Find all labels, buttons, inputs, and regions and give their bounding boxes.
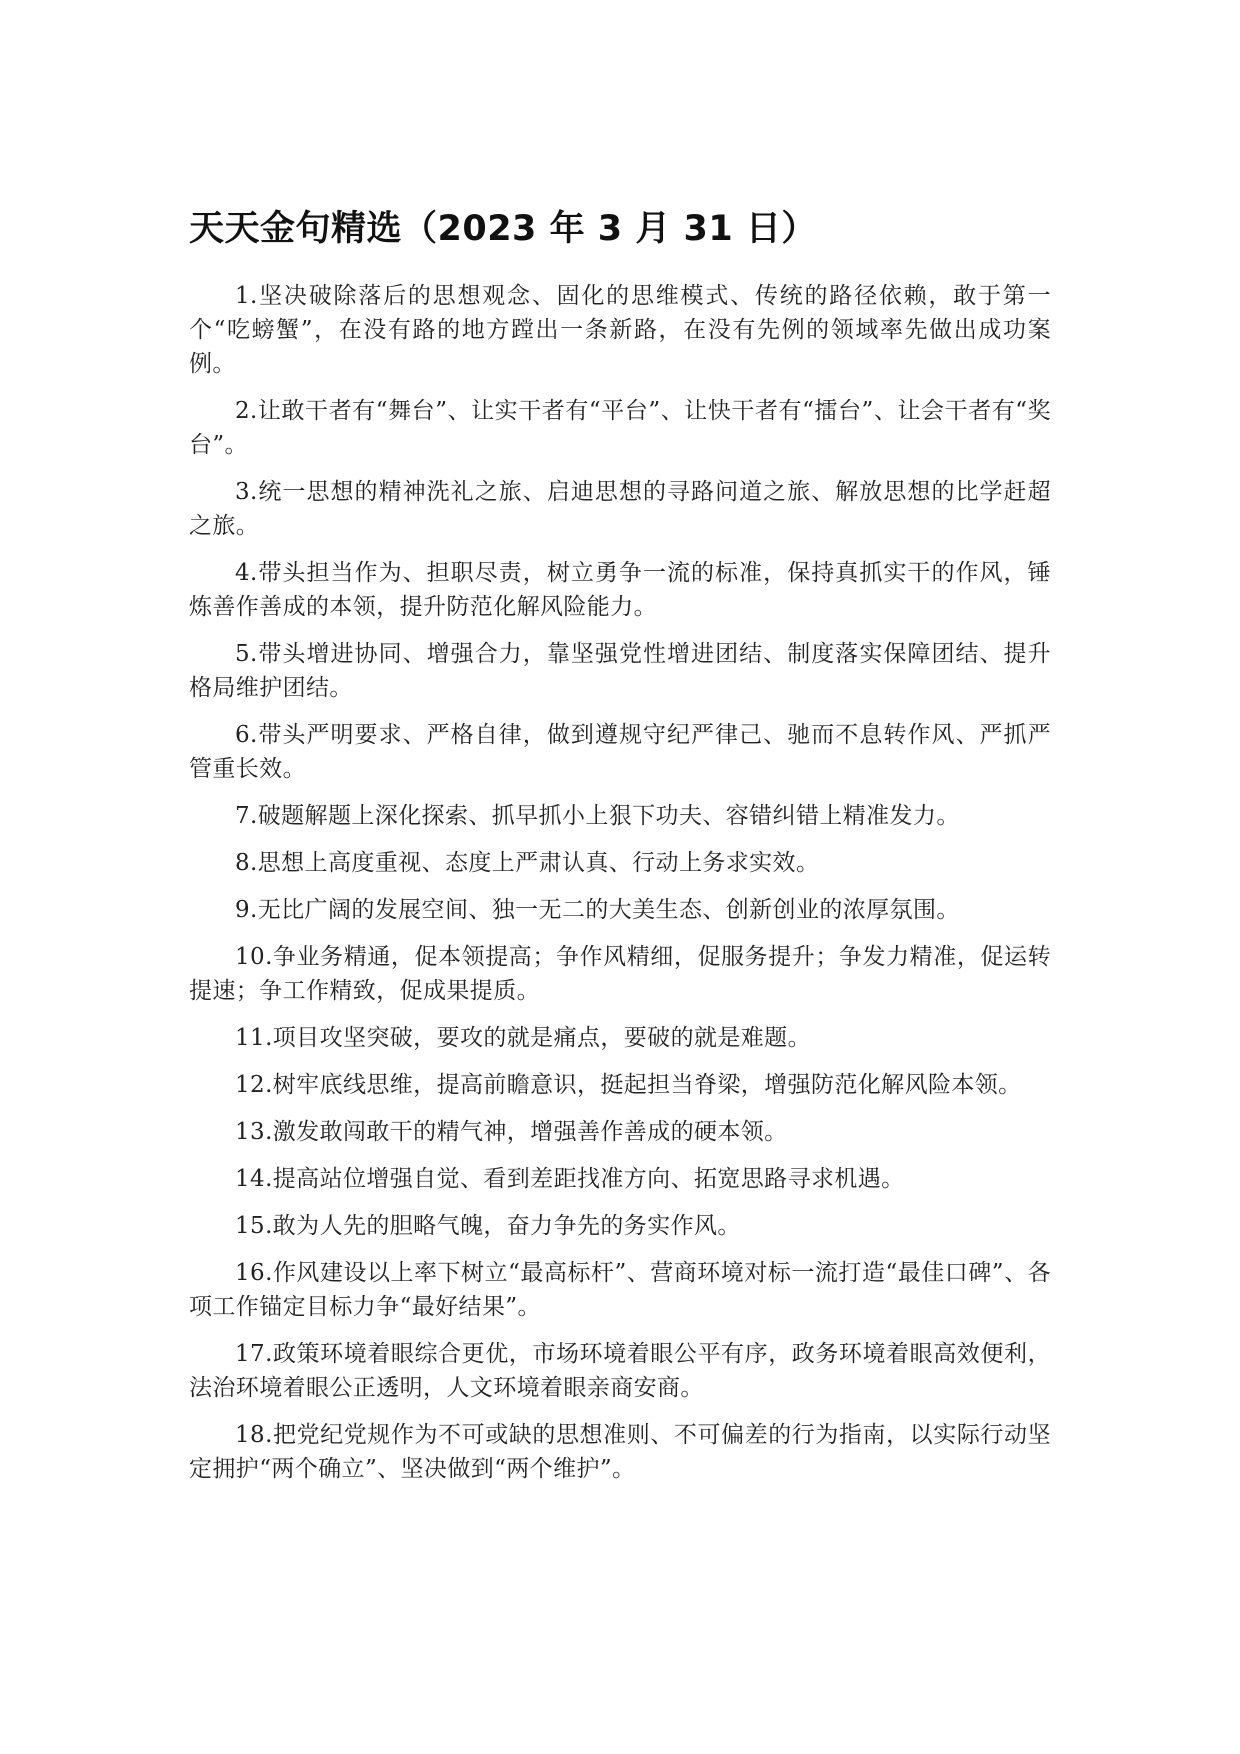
quote-item: 3.统一思想的精神洗礼之旅、启迪思想的寻路问道之旅、解放思想的比学赶超之旅。 [189,479,1051,539]
quote-item: 15.敢为人先的胆略气魄，奋力争先的务实作风。 [235,1213,741,1239]
quote-item: 17.政策环境着眼综合更优，市场环境着眼公平有序，政务环境着眼高效便利，法治环境着眼公正透明，人文环境着眼亲商安商。 [189,1341,1051,1401]
document-page [189,205,1051,1499]
quote-item: 4.带头担当作为、担职尽责，树立勇争一流的标准，保持真抓实干的作风，锤炼善作善成的本领，提升防范化解风险能力。 [189,560,1051,620]
quote-item: 7.破题解题上深化探索、抓早抓小上狠下功夫、容错纠错上精准发力。 [235,803,960,829]
quote-list [189,279,1051,1486]
quote-item: 13.激发敢闯敢干的精气神，增强善作善成的硬本领。 [235,1119,788,1145]
document-title: 天天金句精选（2023 年 3 月 31 日） [189,209,817,249]
quote-item: 11.项目攻坚突破，要攻的就是痛点，要破的就是难题。 [235,1025,811,1051]
quote-item: 18.把党纪党规作为不可或缺的思想准则、不可偏差的行为指南，以实际行动坚定拥护“两个确立”、坚决做到“两个维护”。 [189,1422,1051,1482]
quote-item: 16.作风建设以上率下树立“最高标杆”、营商环境对标一流打造“最佳口碑”、各项工作锚定目标力争“最好结果”。 [189,1260,1051,1320]
quote-item: 14.提高站位增强自觉、看到差距找准方向、拓宽思路寻求机遇。 [235,1166,905,1192]
quote-item: 2.让敢干者有“舞台”、让实干者有“平台”、让快干者有“擂台”、让会干者有“奖台”。 [189,398,1051,458]
quote-item: 1.坚决破除落后的思想观念、固化的思维模式、传统的路径依赖，敢于第一个“吃螃蟹”，在没有路的地方蹚出一条新路，在没有先例的领域率先做出成功案例。 [189,283,1051,377]
quote-item: 5.带头增进协同、增强合力，靠坚强党性增进团结、制度落实保障团结、提升格局维护团结。 [189,641,1051,701]
quote-item: 9.无比广阔的发展空间、独一无二的大美生态、创新创业的浓厚氛围。 [235,897,960,923]
quote-item: 8.思想上高度重视、态度上严肃认真、行动上务求实效。 [235,850,820,876]
quote-item: 6.带头严明要求、严格自律，做到遵规守纪严律己、驰而不息转作风、严抓严管重长效。 [189,722,1051,782]
quote-item: 12.树牢底线思维，提高前瞻意识，挺起担当脊梁，增强防范化解风险本领。 [235,1072,1022,1098]
quote-item: 10.争业务精通，促本领提高；争作风精细，促服务提升；争发力精准，促运转提速；争工作精致，促成果提质。 [189,944,1051,1004]
